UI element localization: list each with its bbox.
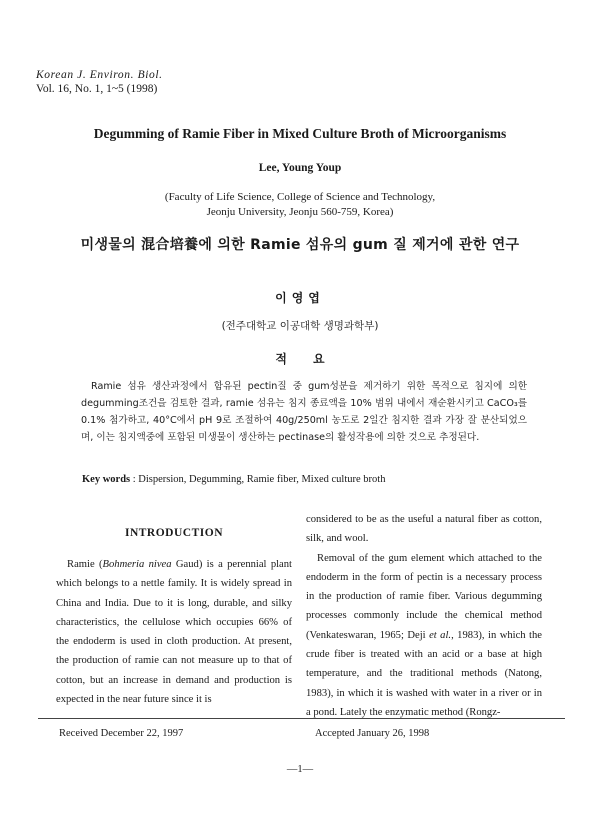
- journal-name: Korean J. Environ. Biol.: [36, 69, 163, 81]
- received-date: Received December 22, 1997: [59, 728, 184, 739]
- intro-p2-rest: , 1983), in which the crude fiber is treated with an acid or a base at high temperature, and the traditional methods (Natong, 1983), in which it is washed with water in a river or in a pond. Lately the enzymatic method (Rongz-: [306, 629, 542, 718]
- abstract-heading: 적요: [275, 352, 351, 366]
- citation-et-al: et al.: [429, 629, 452, 641]
- affiliation-korean: (전주대학교 이공대학 생명과학부): [221, 320, 379, 332]
- affiliation-english: [0, 190, 600, 220]
- affiliation-line-2: Jeonju University, Jeonju 560-759, Korea): [206, 206, 394, 218]
- species-name: Bohmeria nivea: [102, 559, 172, 570]
- keywords-label: Key words: [82, 474, 131, 485]
- introduction-heading: INTRODUCTION: [124, 527, 223, 539]
- journal-citation: [36, 68, 163, 96]
- page-number: —1—: [286, 764, 314, 775]
- keywords: [82, 474, 385, 485]
- author-english: Lee, Young Youp: [258, 162, 342, 174]
- abstract-text: Ramie 섬유 생산과정에서 함유된 pectin질 중 gum성분을 제거하기 위한 목적으로 침지에 의한 degumming조건을 검토한 결과, ramie 섬유는 침지 종료액을 10% 범위 내에서 재순환시키고 CaCO₃를 0.1% 첨가하고, 40°C에서 pH 9로 조절하여 40g/250ml 농도로 2일간 침지한 결과 가장 잘 분산되었으며, 이는 침지액중에 포함된 미생물이 생산하는 pectinase의 활성작용에 의한 것으로 추정된다.: [81, 381, 527, 443]
- intro-p1-start: Ramie (: [67, 559, 103, 570]
- body-column-left: [56, 555, 292, 709]
- abstract-body: [81, 378, 527, 446]
- body-column-right: [306, 510, 542, 722]
- accepted-date: Accepted January 26, 1998: [315, 728, 430, 739]
- paper-title-english: Degumming of Ramie Fiber in Mixed Culture Broth of Microorganisms: [93, 126, 507, 141]
- author-korean: 이영엽: [275, 291, 325, 305]
- footer-divider: [38, 718, 565, 719]
- intro-paragraph-2: [306, 549, 542, 723]
- intro-p1-rest: Gaud) is a perennial plant which belongs to a nettle family. It is widely spread in China and India. Due to it is long, durable, and silky characteristics, the cellulose which occupies 66% of the endoderm is used in cloth production. At present, the production of ramie can not measure up to that of cotton, but an increase in demand and production is expected in the near future since it is: [56, 559, 292, 706]
- journal-volume: Vol. 16, No. 1, 1~5 (1998): [36, 83, 158, 95]
- affiliation-line-1: (Faculty of Life Science, College of Science and Technology,: [164, 191, 436, 203]
- intro-paragraph-1: [56, 555, 292, 709]
- intro-p2-start: Removal of the gum element which attached to the endoderm in the form of pectin is a necessary process in the production of ramie fiber. Various degumming processes commonly include the chemical method (Venkateswaran, 1965; Deji: [306, 552, 542, 641]
- paper-title-korean: 미생물의 混合培養에 의한 Ramie 섬유의 gum 질 제거에 관한 연구: [80, 237, 520, 253]
- keywords-list: : Dispersion, Degumming, Ramie fiber, Mixed culture broth: [132, 474, 386, 485]
- intro-paragraph-continued: considered to be as the useful a natural fiber as cotton, silk, and wool.: [306, 514, 542, 545]
